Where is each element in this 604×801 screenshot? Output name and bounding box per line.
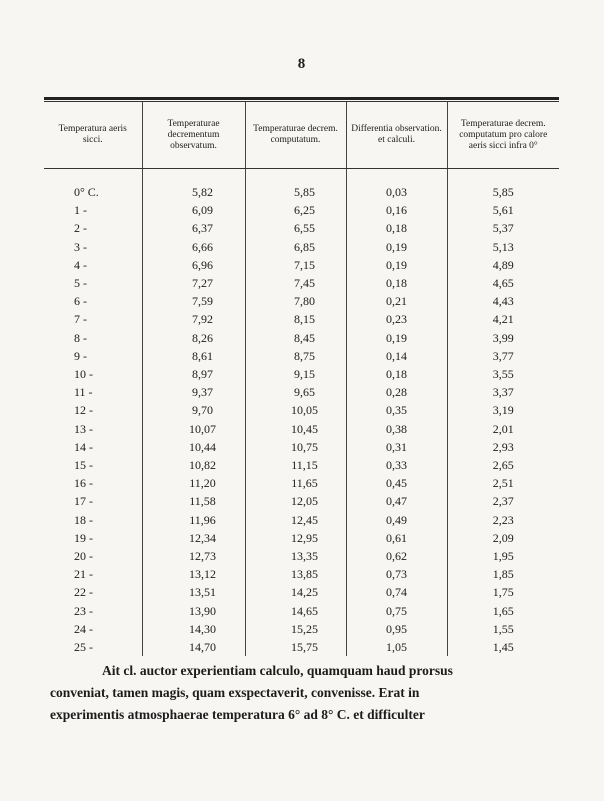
table-cell: 6,25 <box>245 201 346 219</box>
table-row <box>44 456 559 474</box>
table-cell: 14,30 <box>142 620 245 638</box>
table-cell: 12,05 <box>245 492 346 510</box>
table-cell: 0,21 <box>346 292 447 310</box>
table-row <box>44 219 559 237</box>
table-cell: 8,26 <box>142 329 245 347</box>
table-cell: 0,49 <box>346 511 447 529</box>
table-cell: 12,45 <box>245 511 346 529</box>
table-cell: 0,33 <box>346 456 447 474</box>
table-cell: 0,19 <box>346 329 447 347</box>
header-computed-decrement: Temperaturae decrem. computatum. <box>245 102 346 169</box>
table-cell: 13,35 <box>245 547 346 565</box>
table-cell: 1,55 <box>492 621 514 636</box>
temperature-table <box>44 102 559 656</box>
header-difference: Differentia observation. et calculi. <box>346 102 447 169</box>
table-cell: 6,37 <box>142 219 245 237</box>
table-cell: 0,47 <box>346 492 447 510</box>
table-cell: 11,15 <box>245 456 346 474</box>
table-cell: 5,13 <box>492 239 514 254</box>
table-cell: 5,37 <box>492 221 514 236</box>
table-cell: 0,61 <box>346 529 447 547</box>
table-row <box>44 274 559 292</box>
table-cell: 0,74 <box>346 583 447 601</box>
table-cell: 9,37 <box>142 383 245 401</box>
table-cell: 21 - <box>44 565 142 583</box>
table-cell: 14 - <box>44 438 142 456</box>
table-cell: 3,19 <box>492 403 514 418</box>
table-cell: 5 - <box>44 274 142 292</box>
table-cell: 24 - <box>44 620 142 638</box>
table-row <box>44 620 559 638</box>
table-cell: 12,95 <box>245 529 346 547</box>
table-cell: 8,45 <box>245 329 346 347</box>
table-cell: 0,28 <box>346 383 447 401</box>
table-cell: 4 - <box>44 256 142 274</box>
table-cell: 5,85 <box>492 185 514 199</box>
table-row <box>44 583 559 601</box>
table-top-rule <box>44 97 559 100</box>
table-cell: 9 - <box>44 347 142 365</box>
table-cell: 10,75 <box>245 438 346 456</box>
table-cell: 0° C. <box>44 169 142 202</box>
table-cell: 5,82 <box>142 169 245 202</box>
header-observed-decrement: Temperaturae decrementum observatum. <box>142 102 245 169</box>
table-cell: 1,05 <box>346 638 447 656</box>
table-cell: 10,05 <box>245 401 346 419</box>
table-cell: 0,16 <box>346 201 447 219</box>
table-cell: 13,51 <box>142 583 245 601</box>
table-cell: 0,03 <box>346 169 447 202</box>
table-cell: 10,45 <box>245 420 346 438</box>
table-cell: 13 - <box>44 420 142 438</box>
table-cell: 8 - <box>44 329 142 347</box>
table-cell: 7,92 <box>142 310 245 328</box>
table-cell: 5,85 <box>245 169 346 202</box>
table-cell: 1,75 <box>492 585 514 600</box>
table-row <box>44 529 559 547</box>
table-cell: 22 - <box>44 583 142 601</box>
table-cell: 9,65 <box>245 383 346 401</box>
table-row <box>44 383 559 401</box>
table-cell: 11,96 <box>142 511 245 529</box>
table-row <box>44 310 559 328</box>
table-row <box>44 201 559 219</box>
table-cell: 4,21 <box>492 312 514 327</box>
table-cell: 6 - <box>44 292 142 310</box>
table-row <box>44 256 559 274</box>
table-cell: 8,75 <box>245 347 346 365</box>
table-row <box>44 565 559 583</box>
table-cell: 14,65 <box>245 602 346 620</box>
table-cell: 0,75 <box>346 602 447 620</box>
table-cell: 19 - <box>44 529 142 547</box>
table-cell: 8,61 <box>142 347 245 365</box>
table-cell: 1,65 <box>492 603 514 618</box>
table-row <box>44 438 559 456</box>
table-cell: 11,58 <box>142 492 245 510</box>
table-cell: 14,25 <box>245 583 346 601</box>
table-cell: 4,89 <box>492 257 514 272</box>
table-cell: 9,70 <box>142 401 245 419</box>
table-row <box>44 365 559 383</box>
table-cell: 0,31 <box>346 438 447 456</box>
table-row <box>44 292 559 310</box>
table-cell: 14,70 <box>142 638 245 656</box>
table-cell: 3,37 <box>492 385 514 400</box>
table-cell: 9,15 <box>245 365 346 383</box>
table-cell: 7 - <box>44 310 142 328</box>
table-cell: 3,99 <box>492 330 514 345</box>
table-row <box>44 347 559 365</box>
table-cell: 2,51 <box>492 476 514 491</box>
table-cell: 4,65 <box>492 276 514 291</box>
table-cell: 0,73 <box>346 565 447 583</box>
table-cell: 11,20 <box>142 474 245 492</box>
table-cell: 10,07 <box>142 420 245 438</box>
table-body <box>44 169 559 657</box>
table-cell: 0,19 <box>346 238 447 256</box>
table-cell: 15,25 <box>245 620 346 638</box>
table-row <box>44 169 559 202</box>
table-cell: 0,18 <box>346 365 447 383</box>
table-cell: 13,85 <box>245 565 346 583</box>
paragraph-line: experimentis atmosphaerae temperatura 6° ad 8° C. et difficulter <box>50 707 425 722</box>
table-cell: 10,82 <box>142 456 245 474</box>
table-row <box>44 511 559 529</box>
table-cell: 7,27 <box>142 274 245 292</box>
table-row <box>44 238 559 256</box>
table-cell: 2,09 <box>492 530 514 545</box>
data-table <box>44 97 559 656</box>
table-cell: 1 - <box>44 201 142 219</box>
table-cell: 0,18 <box>346 219 447 237</box>
table-cell: 7,15 <box>245 256 346 274</box>
table-cell: 17 - <box>44 492 142 510</box>
table-cell: 18 - <box>44 511 142 529</box>
table-cell: 1,95 <box>492 549 514 564</box>
table-row <box>44 602 559 620</box>
table-cell: 13,90 <box>142 602 245 620</box>
table-row <box>44 401 559 419</box>
table-cell: 13,12 <box>142 565 245 583</box>
table-cell: 12,73 <box>142 547 245 565</box>
table-cell: 4,43 <box>492 294 514 309</box>
table-cell: 0,14 <box>346 347 447 365</box>
table-cell: 11,65 <box>245 474 346 492</box>
table-cell: 6,85 <box>245 238 346 256</box>
table-cell: 3 - <box>44 238 142 256</box>
table-cell: 23 - <box>44 602 142 620</box>
table-row <box>44 638 559 656</box>
body-paragraph <box>50 660 545 726</box>
page-number: 8 <box>297 56 307 72</box>
table-cell: 7,80 <box>245 292 346 310</box>
table-cell: 0,35 <box>346 401 447 419</box>
table-cell: 0,18 <box>346 274 447 292</box>
table-cell: 12 - <box>44 401 142 419</box>
table-row <box>44 492 559 510</box>
table-cell: 1,45 <box>492 640 514 655</box>
table-cell: 2,01 <box>492 421 514 436</box>
table-cell: 0,95 <box>346 620 447 638</box>
header-temperature: Temperatura aeris sicci. <box>44 102 142 169</box>
table-cell: 1,85 <box>492 567 514 582</box>
table-cell: 25 - <box>44 638 142 656</box>
table-row <box>44 329 559 347</box>
table-cell: 15,75 <box>245 638 346 656</box>
table-cell: 0,62 <box>346 547 447 565</box>
table-cell: 8,15 <box>245 310 346 328</box>
table-cell: 20 - <box>44 547 142 565</box>
table-cell: 3,77 <box>492 348 514 363</box>
table-cell: 0,23 <box>346 310 447 328</box>
table-cell: 2 - <box>44 219 142 237</box>
table-cell: 6,66 <box>142 238 245 256</box>
table-cell: 2,23 <box>492 512 514 527</box>
table-cell: 2,93 <box>492 439 514 454</box>
table-cell: 0,38 <box>346 420 447 438</box>
table-header-row <box>44 102 559 169</box>
table-cell: 10 - <box>44 365 142 383</box>
table-cell: 10,44 <box>142 438 245 456</box>
table-row <box>44 474 559 492</box>
table-cell: 11 - <box>44 383 142 401</box>
table-cell: 3,55 <box>492 367 514 382</box>
table-cell: 7,59 <box>142 292 245 310</box>
table-cell: 15 - <box>44 456 142 474</box>
table-cell: 2,37 <box>492 494 514 509</box>
paragraph-line: Ait cl. auctor experientiam calculo, quamquam haud prorsus <box>102 663 453 678</box>
table-cell: 6,09 <box>142 201 245 219</box>
header-computed-below-zero: Temperaturae decrem. computatum pro calore aeris sicci infra 0° <box>447 102 559 169</box>
table-cell: 0,45 <box>346 474 447 492</box>
table-cell: 6,55 <box>245 219 346 237</box>
table-cell: 5,61 <box>492 203 514 218</box>
table-cell: 6,96 <box>142 256 245 274</box>
table-row <box>44 420 559 438</box>
table-row <box>44 547 559 565</box>
paragraph-line: conveniat, tamen magis, quam exspectaverit, convenisse. Erat in <box>50 685 420 700</box>
table-cell: 7,45 <box>245 274 346 292</box>
table-cell: 8,97 <box>142 365 245 383</box>
table-cell: 0,19 <box>346 256 447 274</box>
table-cell: 16 - <box>44 474 142 492</box>
table-cell: 2,65 <box>492 458 514 473</box>
table-cell: 12,34 <box>142 529 245 547</box>
